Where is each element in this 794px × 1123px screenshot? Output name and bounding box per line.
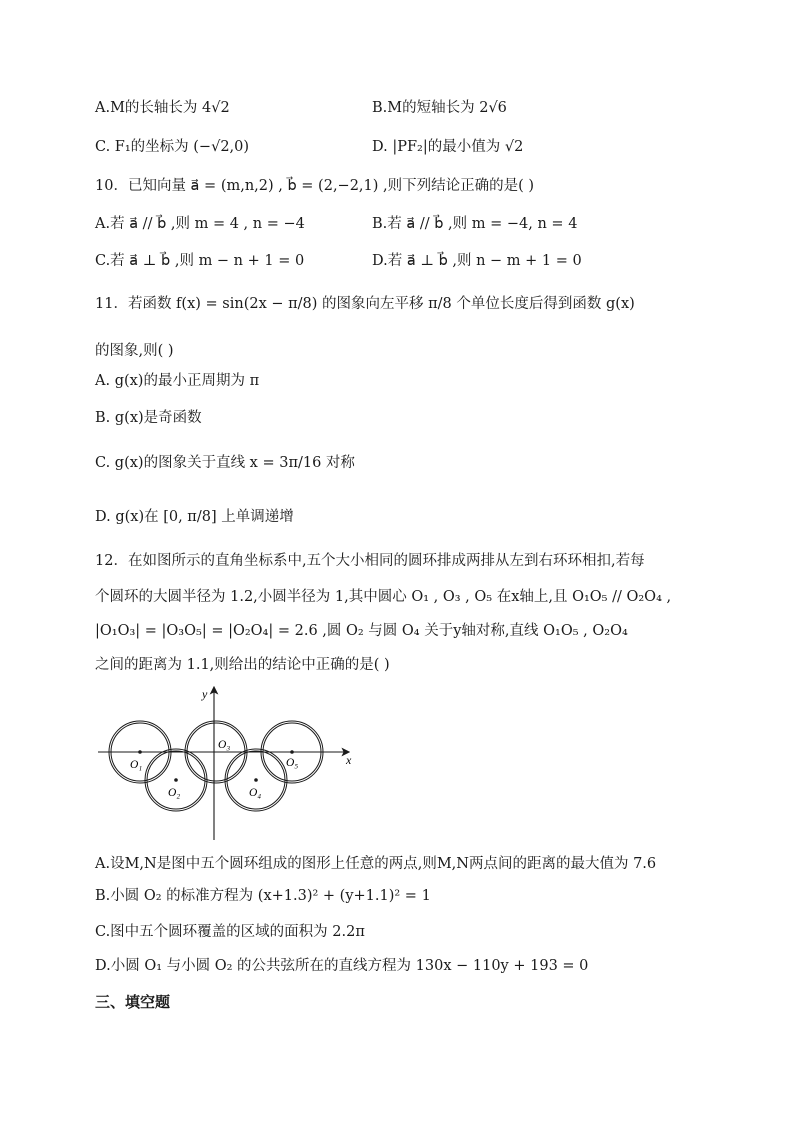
section-title: 三、填空题 (95, 993, 171, 1011)
q9-option-b: B.M的短轴长为 2√6 (372, 100, 507, 116)
q10-option-a: A.若 a⃗ // b⃗ ,则 m = 4 , n = −4 (95, 216, 305, 232)
rings-figure (90, 682, 370, 844)
label-o1: O₁ (130, 759, 143, 771)
q12-option-c: C.图中五个圆环覆盖的区域的面积为 2.2π (95, 924, 365, 940)
center-o1-dot (138, 750, 142, 754)
label-o3: O₃ (218, 739, 231, 751)
label-o5: O₅ (286, 757, 299, 769)
q12-option-a: A.设M,N是图中五个圆环组成的图形上任意的两点,则M,N两点间的距离的最大值为 7.6 (95, 856, 657, 872)
q11-stem-line1: 11．若函数 f(x) = sin(2x − π/8) 的图象向左平移 π/8 个单位长度后得到函数 g(x) (95, 296, 635, 312)
q9-option-d: D. |PF₂|的最小值为 √2 (372, 139, 524, 155)
q10-option-c: C.若 a⃗ ⊥ b⃗ ,则 m − n + 1 = 0 (95, 253, 305, 269)
q12-stem-line2: 个圆环的大圆半径为 1.2,小圆半径为 1,其中圆心 O₁ , O₃ , O₅ 在x轴上,且 O₁O₅ // O₂O₄ , (95, 589, 672, 605)
q9-option-a: A.M的长轴长为 4√2 (95, 100, 230, 116)
q11-option-d: D. g(x)在 [0, π/8] 上单调递增 (95, 509, 294, 525)
x-axis-label: x (346, 753, 352, 767)
q12-stem-line1: 12．在如图所示的直角坐标系中,五个大小相同的圆环排成两排从左到右环环相扣,若每 (95, 553, 645, 569)
q12-stem-line4: 之间的距离为 1.1,则给出的结论中正确的是( ) (95, 657, 390, 673)
label-o4: O₄ (249, 787, 262, 799)
q12-stem-line3: |O₁O₃| = |O₃O₅| = |O₂O₄| = 2.6 ,圆 O₂ 与圆 O₄ 关于y轴对称,直线 O₁O₅ , O₂O₄ (95, 623, 628, 639)
q11-stem-line2: 的图象,则( ) (95, 343, 174, 359)
q10-stem: 10．已知向量 a⃗ = (m,n,2) , b⃗ = (2,−2,1) ,则下列结论正确的是( ) (95, 178, 535, 194)
q11-option-b: B. g(x)是奇函数 (95, 410, 202, 426)
q12-option-b: B.小圆 O₂ 的标准方程为 (x+1.3)² + (y+1.1)² = 1 (95, 888, 431, 904)
q9-option-c: C. F₁的坐标为 (−√2,0) (95, 139, 250, 155)
q12-option-d: D.小圆 O₁ 与小圆 O₂ 的公共弦所在的直线方程为 130x − 110y + 193 = 0 (95, 958, 589, 974)
center-o5-dot (290, 750, 294, 754)
q11-option-c: C. g(x)的图象关于直线 x = 3π/16 对称 (95, 455, 355, 471)
q10-option-d: D.若 a⃗ ⊥ b⃗ ,则 n − m + 1 = 0 (372, 253, 582, 269)
q11-option-a: A. g(x)的最小正周期为 π (95, 373, 260, 389)
y-axis-label: y (202, 687, 208, 701)
q10-option-b: B.若 a⃗ // b⃗ ,则 m = −4, n = 4 (372, 216, 578, 232)
center-o2-dot (174, 778, 178, 782)
center-o4-dot (254, 778, 258, 782)
label-o2: O₂ (168, 787, 181, 799)
